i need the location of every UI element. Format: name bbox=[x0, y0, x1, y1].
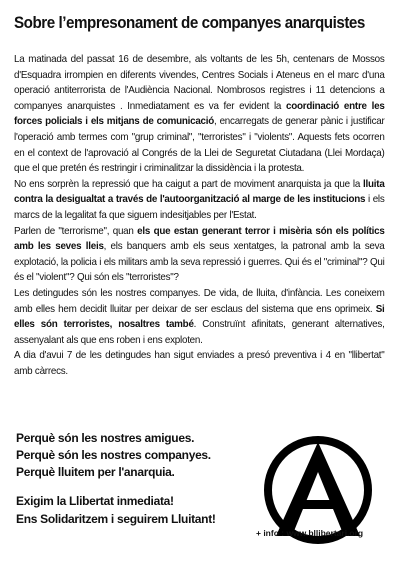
emphasis-text: coordinació entre les forces policials i els mitjans de comunicació bbox=[14, 100, 385, 128]
demand-line: Exigim la Llibertat inmediata! bbox=[16, 494, 174, 508]
flyer-body bbox=[14, 52, 385, 379]
body-text: No ens sorprèn la repressió que ha caigut a part de moviment anarquista ja que la bbox=[14, 178, 364, 190]
demands bbox=[16, 492, 256, 528]
body-text: , encarregats de generar pànic i justificar l'operació amb termes com "grup criminal", "terroristes" i "violents". Aquests fets ocorren en el context de l'aprovació al Congrés de la Llei de Seguretat Ciutadana (Llei Mordaça) que el que pretén és restringir i criminalitzar la dissidència i la protesta. bbox=[14, 116, 385, 175]
flyer-title: Sobre l’empresonament de companyes anarquistes bbox=[14, 14, 365, 32]
body-paragraph bbox=[14, 52, 385, 177]
body-paragraph bbox=[14, 348, 385, 379]
body-paragraph bbox=[14, 286, 385, 348]
slogan-line: Perquè lluitem per l'anarquia. bbox=[16, 465, 175, 479]
emphasis-text: els que estan generant terror i misèria són els polítics amb les seves lleis bbox=[14, 225, 385, 253]
body-text: i els marcs de la legalitat fa que siguem indesitjables per l'Estat. bbox=[14, 194, 385, 221]
emphasis-text: Si elles són terroristes, nosaltres també bbox=[14, 303, 385, 331]
body-text: La matinada del passat 16 de desembre, als voltants de les 5h, centenars de Mossos d'Esquadra irrompien en diferents vivendes, Centres Socials i Ateneus en el marc d'una operació antiterrorista de l'Audiència Nacional. Nombrosos registres i 11 detencions a companyes anarquistes . Inmediatament es va fer evident la bbox=[14, 54, 385, 112]
body-paragraph bbox=[14, 224, 385, 286]
slogan-line: Perquè són les nostres amigues. bbox=[16, 431, 195, 445]
slogans bbox=[16, 430, 246, 481]
body-text: Parlen de "terrorisme", quan bbox=[14, 225, 138, 237]
body-text: A dia d'avui 7 de les detingudes han sigut enviades a presó preventiva i 4 en "llibertat" amb càrrecs. bbox=[14, 350, 385, 377]
body-text: Les detingudes són les nostres companyes. De vida, de lluita, d'infància. Les coneixem amb elles hem decidit lluitar per deixar de ser esclaus del sistema que ens oprimeix. bbox=[14, 287, 385, 315]
emphasis-text: lluita contra la desigualtat a través de l'autoorganització al marge de les institucions bbox=[14, 178, 385, 206]
body-text: , els banquers amb els seus xentatges, la patronal amb la seva explotació, la policia i els militars amb la seva repressió i guerres. Qui és el "criminal"? Qui és el "violent"? Qui són els "terroristes"? bbox=[14, 241, 385, 284]
body-paragraph bbox=[14, 177, 385, 224]
info-link[interactable]: + info : www.bllibertari.org bbox=[256, 528, 364, 538]
body-text: . Construïnt afinitats, generant alternatives, assenyalant als que ens roben i ens exploten. bbox=[14, 319, 385, 346]
slogan-line: Perquè són les nostres companyes. bbox=[16, 448, 211, 462]
demand-line: Ens Solidaritzem i seguirem Lluitant! bbox=[16, 512, 216, 526]
